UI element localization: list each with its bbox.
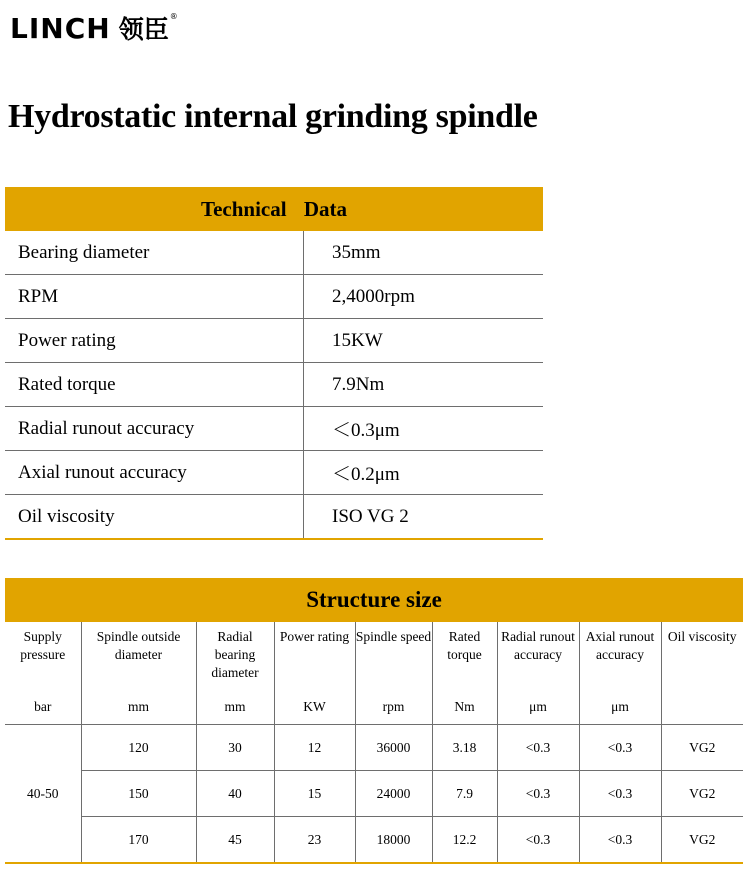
logo-chinese-text: 领臣	[118, 15, 169, 44]
table-cell: 30	[196, 725, 274, 771]
structure-size-table	[5, 622, 743, 864]
spec-value: ISO VG 2	[304, 495, 544, 540]
table-cell: <0.3	[497, 725, 579, 771]
spec-label: Bearing diameter	[5, 231, 304, 275]
table-cell: 23	[274, 817, 355, 864]
column-unit	[661, 690, 743, 725]
spec-label: Oil viscosity	[5, 495, 304, 540]
logo-text: LINCH	[10, 11, 111, 45]
table-cell: 12	[274, 725, 355, 771]
table-cell: <0.3	[579, 817, 661, 864]
spec-value: 2,4000rpm	[304, 275, 544, 319]
column-header: Radial runout accuracy	[497, 622, 579, 690]
spec-label: Radial runout accuracy	[5, 407, 304, 451]
table-row	[5, 363, 543, 407]
table-cell: 24000	[355, 771, 432, 817]
table-row	[5, 407, 543, 451]
page-title: Hydrostatic internal grinding spindle	[8, 98, 538, 135]
table-row	[5, 495, 543, 540]
spec-value: 15KW	[304, 319, 544, 363]
data-header-word: Data	[303, 196, 347, 221]
column-unit: rpm	[355, 690, 432, 725]
table-cell: 170	[81, 817, 196, 864]
table-cell: 15	[274, 771, 355, 817]
spec-value: 7.9Nm	[304, 363, 544, 407]
column-header: Power rating	[274, 622, 355, 690]
unit-row	[5, 690, 743, 725]
table-cell: <0.3	[497, 771, 579, 817]
spec-value: ＜0.2μm	[304, 451, 544, 495]
spec-value: 35mm	[304, 231, 544, 275]
table-row	[5, 451, 543, 495]
column-header: Axial runout accuracy	[579, 622, 661, 690]
table-cell: VG2	[661, 771, 743, 817]
table-cell: 3.18	[432, 725, 497, 771]
table-cell: 120	[81, 725, 196, 771]
table-cell: 45	[196, 817, 274, 864]
brand-logo	[10, 10, 178, 46]
column-unit: mm	[81, 690, 196, 725]
supply-pressure-cell: 40-50	[5, 725, 81, 864]
column-header: Radial bearing diameter	[196, 622, 274, 690]
table-row	[5, 275, 543, 319]
column-unit: μm	[497, 690, 579, 725]
table-cell: <0.3	[579, 725, 661, 771]
table-cell: VG2	[661, 725, 743, 771]
spec-label: Axial runout accuracy	[5, 451, 304, 495]
column-header-row	[5, 622, 743, 690]
column-header: Oil viscosity	[667, 629, 737, 644]
spec-label: Rated torque	[5, 363, 304, 407]
column-header: Spindle speed	[355, 622, 432, 690]
table-cell: VG2	[661, 817, 743, 864]
table-row	[5, 319, 543, 363]
technical-data-table	[5, 187, 543, 540]
spec-label: Power rating	[5, 319, 304, 363]
table-cell: 18000	[355, 817, 432, 864]
column-header: Supply pressure	[5, 622, 81, 690]
table-row	[5, 817, 743, 864]
column-unit: Nm	[432, 690, 497, 725]
table-cell: 12.2	[432, 817, 497, 864]
column-header: Spindle outside diameter	[81, 622, 196, 690]
column-unit: μm	[579, 690, 661, 725]
technical-data-header	[5, 187, 543, 231]
table-cell: 36000	[355, 725, 432, 771]
registered-mark: ®	[169, 12, 178, 21]
table-cell: 150	[81, 771, 196, 817]
column-header: Rated torque	[432, 622, 497, 690]
table-cell: <0.3	[497, 817, 579, 864]
table-cell: 7.9	[432, 771, 497, 817]
table-row	[5, 231, 543, 275]
column-unit: bar	[5, 690, 81, 725]
technical-header-word: Technical	[201, 196, 287, 221]
spec-value: ＜0.3μm	[304, 407, 544, 451]
table-cell: 40	[196, 771, 274, 817]
technical-data-title	[5, 187, 543, 231]
table-row	[5, 771, 743, 817]
table-row	[5, 725, 743, 771]
structure-size-title: Structure size	[5, 578, 743, 622]
table-cell: <0.3	[579, 771, 661, 817]
column-unit: mm	[196, 690, 274, 725]
spec-label: RPM	[5, 275, 304, 319]
column-unit: KW	[274, 690, 355, 725]
